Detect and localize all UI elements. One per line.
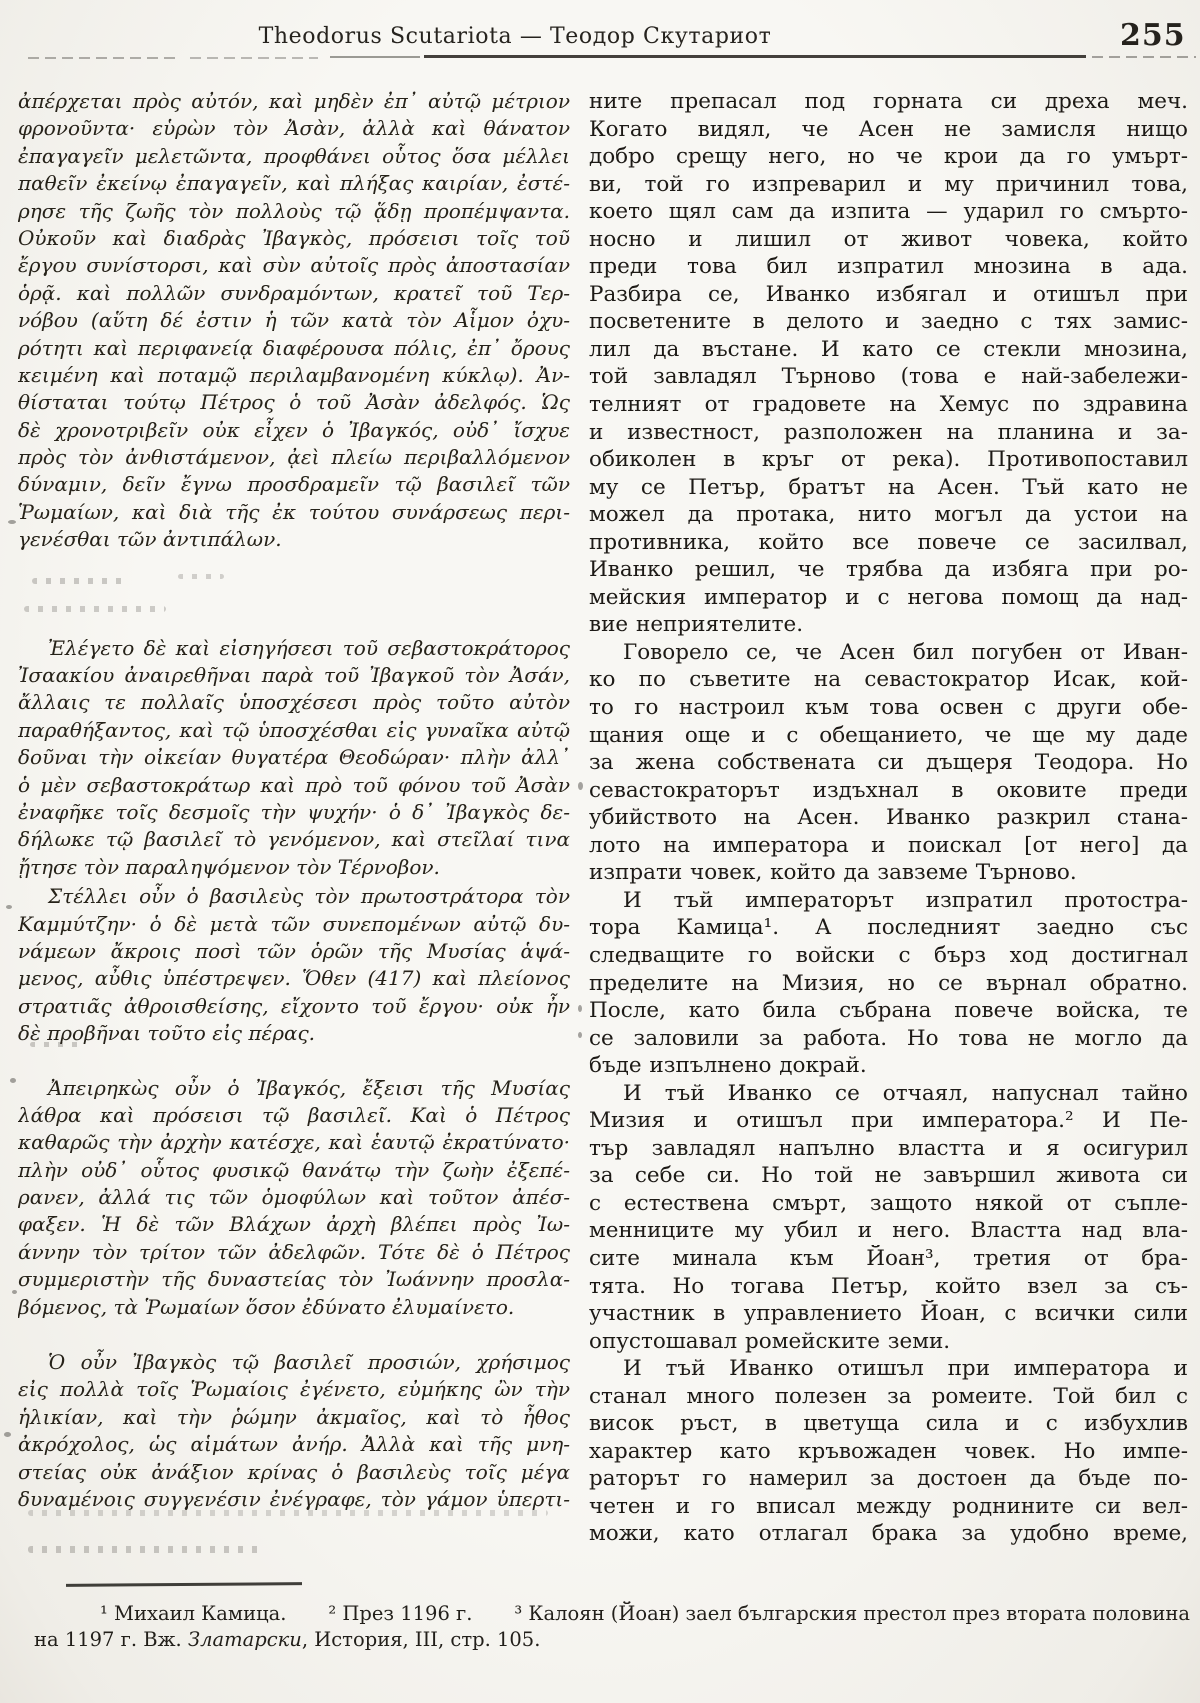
text-line: за себе си. Но той не завършил живота си — [589, 1163, 1188, 1189]
header-rule-segment — [190, 57, 318, 59]
text-line: φρονοῦντα· εὑρὼν τὸν Ἀσὰν, ἀλλὰ καὶ θάνατον — [18, 116, 570, 141]
text-line: то го настроил към това освен с други обе- — [589, 695, 1188, 721]
text-line: И тъй императорът изпратил протостра- — [623, 887, 1188, 913]
scan-smudge — [30, 1042, 86, 1047]
header-rule-segment — [330, 56, 420, 58]
text-line: преди това бил изпратил мнозина в ада. — [589, 254, 1188, 280]
text-line: И тъй Иванко отишъл при императора и — [623, 1356, 1188, 1382]
text-line: щания още и с обещанието, че ще му даде — [589, 722, 1188, 748]
text-line: άννην τὸν τρίτον τῶν ἀδελφῶν. Τότε δὲ ὁ Πέτρος — [18, 1239, 570, 1264]
text-line: ко по съветите на севастократор Исак, кой- — [589, 667, 1188, 693]
text-line: λάθρα καὶ πρόσεισι τῷ βασιλεῖ. Καὶ ὁ Πέτρος — [18, 1102, 570, 1127]
text-line: ὁρᾷ. καὶ πολλῶν συνδραμόντων, κρατεῖ τοῦ Τερ- — [18, 280, 570, 305]
bulgarian-text-column — [589, 84, 1188, 1548]
text-line: бъде изпълнено докрай. — [589, 1053, 867, 1079]
text-line: Ἀπειρηκὼς οὖν ὁ Ἰβαγκός, ἔξεισι τῆς Μυσίας — [48, 1075, 570, 1100]
footnote-line-2 — [34, 1628, 1190, 1651]
text-line: εἰς πολλὰ τοῖς Ῥωμαίοις ἐγένετο, εὐμήκης ὢν τὴν — [18, 1377, 570, 1402]
text-line: κειμένη καὶ ποταμῷ περιλαμβανομένη κύκλῳ). Ἀν- — [18, 362, 570, 387]
text-line: δοῦναι τὴν οἰκείαν θυγατέρα Θεοδώραν· πλὴν ἀλλ᾽ — [18, 745, 570, 770]
text-line: характер като кръвожаден човек. Но импе- — [589, 1438, 1188, 1464]
text-line: лил да въстане. И като се стекли мнозина, — [589, 336, 1188, 362]
footnote-cited-author: Златарски — [187, 1628, 302, 1651]
text-line: телният от градовете на Хемус по здравина — [589, 392, 1188, 418]
text-line: Ὁ οὖν Ἰβαγκὸς τῷ βασιλεῖ προσιών, χρήσιμος — [48, 1350, 570, 1375]
text-line: посветените в делото и заедно с тях замис- — [589, 309, 1188, 335]
text-line: станал много полезен за ромеите. Той бил с — [589, 1383, 1188, 1409]
text-line: лото на императора и поискал [от него] да — [589, 832, 1188, 858]
text-line: противника, който все повече се засилвал, — [589, 529, 1188, 555]
bulgarian-paragraph — [589, 887, 1188, 1080]
scan-smudge — [178, 574, 224, 579]
footnote-text: на 1197 г. Вж. — [34, 1628, 188, 1651]
text-line: νόβου (αὕτη δέ ἐστιν ἡ τῶν κατὰ τὸν Αἷμον ὀχυ- — [18, 308, 570, 333]
text-line: участник в управлението Йоан, с всички сили — [589, 1301, 1188, 1327]
scan-smudge — [32, 578, 124, 584]
text-line: сите минала към Йоан³, третия от бра- — [589, 1245, 1188, 1271]
text-line: θίσταται τούτῳ Πέτρος ὁ τοῦ Ἀσὰν ἀδελφός. Ὡς — [18, 390, 570, 415]
footnote-item: ² През 1196 г. — [328, 1602, 473, 1625]
text-line: στρατιᾶς ἀθροισθείσης, εἴχοντο τοῦ ἔργου· οὐκ ἦν — [18, 993, 570, 1018]
text-line: πρὸς τὸν ἀνθιστάμενον, ᾀεὶ πλείω περιβαλλόμενον — [18, 445, 570, 470]
text-line: Καμμύτζην· ὁ δὲ μετὰ τῶν συνεπομένων αὐτῷ δυ- — [18, 911, 570, 936]
text-line: ните препасал под горната си дреха меч. — [589, 89, 1188, 114]
page-number: 255 — [1120, 18, 1186, 53]
text-line: δὲ χρονοτριβεῖν οὐκ εἶχεν ὁ Ἰβαγκός, οὐδ᾽ ἴσχυε — [18, 417, 570, 442]
text-line: ρησε τῆς ζωῆς τὸν πολλοὺς τῷ ᾅδῃ προπέμψαντα. — [18, 198, 570, 223]
footnote-line-1 — [34, 1602, 1190, 1625]
footnotes — [34, 1602, 1190, 1651]
bulgarian-paragraph — [589, 88, 1188, 639]
text-line: Στέλλει οὖν ὁ βασιλεὺς τὸν πρωτοστράτορα τὸν — [48, 884, 570, 909]
text-line: пределите на Мизия, но се върнал обратно. — [589, 970, 1188, 996]
text-line: Мизия и отишъл при императора.² И Пе- — [589, 1108, 1188, 1134]
text-line: тята. Но тогава Петър, който взел за съ- — [589, 1273, 1188, 1299]
text-line: ὁ μὲν σεβαστοκράτωρ καὶ πρὸ τοῦ φόνου τοῦ Ἀσὰν — [18, 772, 570, 797]
text-line: Ἰσαακίου ἀναιρεθῆναι παρὰ τοῦ Ἰβαγκοῦ τὸν Ἀσάν, — [18, 663, 570, 688]
text-line: ἔργου συνίστορσι, καὶ σὺν αὐτοῖς πρὸς ἀποστασίαν — [18, 253, 570, 278]
text-line: и известност, разположен на планина и за- — [589, 419, 1188, 445]
text-line: Разбира се, Иванко избягал и отишъл при — [589, 281, 1188, 307]
footnote-text: , История, III, стр. 105. — [301, 1628, 541, 1651]
text-line: мейския император и с негова помощ да над- — [589, 584, 1188, 610]
text-line: Иванко решил, че трябва да избяга при ро- — [589, 557, 1188, 583]
text-line: δυναμένοις συγγενέσιν ἐνέγραφε, τὸν γάμον ὑπερτι- — [18, 1486, 570, 1511]
text-line: менниците му убил и него. Властта над вла- — [589, 1218, 1188, 1244]
greek-paragraph — [18, 883, 570, 1047]
text-line: севастократорът издъхнал в оковите преди — [589, 777, 1188, 803]
bulgarian-paragraph — [589, 1080, 1188, 1355]
text-line: στείας οὐκ ἀνάξιον κρίνας ὁ βασιλεὺς τοῖς μέγα — [18, 1459, 570, 1484]
greek-paragraph — [18, 1075, 570, 1322]
greek-paragraph — [18, 1349, 570, 1513]
text-line: ἄλλαις τε πολλαῖς ὑποσχέσεσι πρὸς τοῦτο αὐτὸν — [18, 690, 570, 715]
text-line: Ῥωμαίων, καὶ διὰ τῆς ἐκ τούτου συνάρσεως περι- — [18, 499, 570, 524]
text-line: можел да протака, нито могъл да устои на — [589, 502, 1188, 528]
scan-speck — [578, 1032, 582, 1038]
text-line: δύναμιν, δεῖν ἔγνω προσδραμεῖν τῷ βασιλεῖ τῶν — [18, 472, 570, 497]
text-line: μενος, αὖθις ὑπέστρεψεν. Ὅθεν (417) καὶ πλείονος — [18, 966, 570, 991]
text-line: ρότητι καὶ περιφανείᾳ διαφέρουσα πόλις, ἐπ᾽ ὄρους — [18, 335, 570, 360]
text-line: той завладял Търново (това е най-забележи- — [589, 364, 1188, 390]
text-line: опустошавал ромейските земи. — [589, 1328, 951, 1354]
scan-smudge — [28, 1510, 548, 1516]
text-line: изпрати човек, който да завземе Търново. — [589, 860, 1077, 886]
text-line: което щял сам да изпита — ударил го смърто- — [589, 199, 1188, 225]
text-line: добро срещу него, но че крои да го умърт- — [589, 144, 1188, 170]
text-line: носно и лишил от живот човека, който — [589, 226, 1188, 252]
text-line: Οὐκοῦν καὶ διαδρὰς Ἰβαγκὸς, πρόσεισι τοῖς τοῦ — [18, 225, 570, 250]
scan-speck — [8, 520, 16, 524]
footnote-item: ¹ Михаил Камица. — [100, 1602, 287, 1625]
text-line: се заловили за работа. Но това не могло да — [589, 1025, 1188, 1051]
text-line: ἀπέρχεται πρὸς αὐτόν, καὶ μηδὲν ἐπ᾽ αὐτῷ μέτριον — [18, 89, 570, 113]
text-line: вие неприятелите. — [589, 612, 804, 638]
text-line: ᾔτησε τὸν παραληψόμενον τὸν Τέρνοβον. — [18, 854, 440, 879]
greek-text-column — [18, 84, 570, 1513]
text-line: φαξεν. Ἡ δὲ τῶν Βλάχων ἀρχὴ βλέπει πρὸς Ἰω- — [18, 1212, 570, 1237]
text-line: следващите го войски с бърз ход достигнал — [589, 942, 1188, 968]
greek-paragraph — [18, 635, 570, 882]
text-line: παθεῖν ἐκείνῳ ἐπαγαγεῖν, καὶ πλήξας καιρίαν, ἐστέ- — [18, 171, 570, 196]
text-line: му се Петър, братът на Асен. Тъй като не — [589, 474, 1188, 500]
text-line: И тъй Иванко се отчаял, напуснал тайно — [623, 1080, 1188, 1106]
scan-smudge — [28, 1546, 263, 1553]
text-line: Говорело се, че Асен бил погубен от Иван- — [623, 639, 1188, 665]
text-line: ρανεν, ἀλλά τις τῶν ὁμοφύλων καὶ τοῦτον ἀπέσ- — [18, 1185, 570, 1210]
text-line: συμμεριστὴν τῆς δυναστείας τὸν Ἰωάννην προσλα- — [18, 1267, 570, 1292]
text-line: можи, като отлагал брака за удобно време, — [589, 1521, 1188, 1547]
text-line: висок ръст, в цветуща сила и с избухлив — [589, 1411, 1188, 1437]
text-line: γενέσθαι τῶν ἀντιπάλων. — [18, 527, 282, 552]
text-line: четен и го вписал между роднините си вел- — [589, 1493, 1188, 1519]
scan-speck — [578, 782, 583, 790]
text-line: Когато видял, че Асен не замисля нищо — [589, 116, 1188, 142]
header-rule-segment — [424, 55, 1086, 58]
text-line: Ἐλέγετο δὲ καὶ εἰσηγήσεσι τοῦ σεβαστοκράτορος — [48, 635, 570, 660]
text-line: καθαρῶς τὴν ἀρχὴν κατέσχε, καὶ ἑαυτῷ ἐκρατύνατο· — [18, 1130, 570, 1155]
text-line: После, като била събрана повече войска, те — [589, 998, 1188, 1024]
text-line: убийството на Асен. Иванко разкрил стана- — [589, 805, 1188, 831]
text-line: раторът го намерил за достоен да бъде по- — [589, 1466, 1188, 1492]
greek-paragraph — [18, 88, 570, 554]
text-line: тър завладял напълно властта и я осигурил — [589, 1135, 1188, 1161]
text-line: ἐπαγαγεῖν μελετῶντα, προφθάνει οὗτος ὅσα μέλλει — [18, 143, 570, 168]
scan-speck — [4, 1432, 11, 1437]
text-line: тора Камица¹. А последният заедно със — [589, 915, 1188, 941]
scan-speck — [10, 1078, 16, 1083]
text-line: обиколен в кръг от река). Противопоставил — [589, 447, 1188, 473]
bulgarian-paragraph — [589, 639, 1188, 887]
bulgarian-paragraph — [589, 1355, 1188, 1548]
text-line: δήλωκε τῷ βασιλεῖ τὸ γενόμενον, καὶ στεῖλαί τινα — [18, 827, 570, 852]
text-line: παραθήξαντος, καὶ τῷ ὑποσχέσθαι εἰς γυναῖκα αὐτῷ — [18, 717, 570, 742]
scan-smudge — [24, 606, 166, 612]
text-line: ἐναφῆκε τοῖς δεσμοῖς τὴν ψυχήν· ὁ δ᾽ Ἰβαγκὸς δε- — [18, 799, 570, 824]
text-line: за жена собствената си дъщеря Теодора. Но — [589, 750, 1188, 776]
page-header-title: Theodorus Scutariota — Теодор Скутариот — [258, 24, 772, 49]
scan-speck — [6, 905, 12, 909]
text-line: ἡλικίαν, καὶ τὴν ῥώμην ἀκμαῖος, καὶ τὸ ἦθος — [18, 1404, 570, 1429]
footnote-item: ³ Калоян (Йоан) заел българския престол през втората половина — [514, 1602, 1190, 1625]
scan-speck — [12, 1290, 17, 1294]
text-line: βόμενος, τὰ Ῥωμαίων ὅσον ἐδύνατο ἐλυμαίνετο. — [18, 1294, 515, 1319]
text-line: δὲ προβῆναι τοῦτο εἰς πέρας. — [18, 1021, 316, 1046]
header-rule-segment — [1092, 56, 1196, 58]
text-line: ви, той го изпреварил и му причинил това, — [589, 171, 1188, 197]
scan-speck — [578, 1005, 582, 1012]
footnote-separator — [66, 1582, 302, 1587]
header-rule-segment — [28, 57, 178, 59]
text-line: νάμεων ἄκροις ποσὶ τῶν ὁρῶν τῆς Μυσίας ἁψά- — [18, 938, 570, 963]
text-line: с естествена смърт, защото някой от съпле- — [589, 1190, 1188, 1216]
text-line: ἀκρόχολος, ὡς αἱμάτων ἀνήρ. Ἀλλὰ καὶ τῆς μνη- — [18, 1432, 570, 1457]
text-line: πλὴν οὐδ᾽ οὗτος φυσικῷ θανάτῳ τὴν ζωὴν ἐξεπέ- — [18, 1157, 570, 1182]
